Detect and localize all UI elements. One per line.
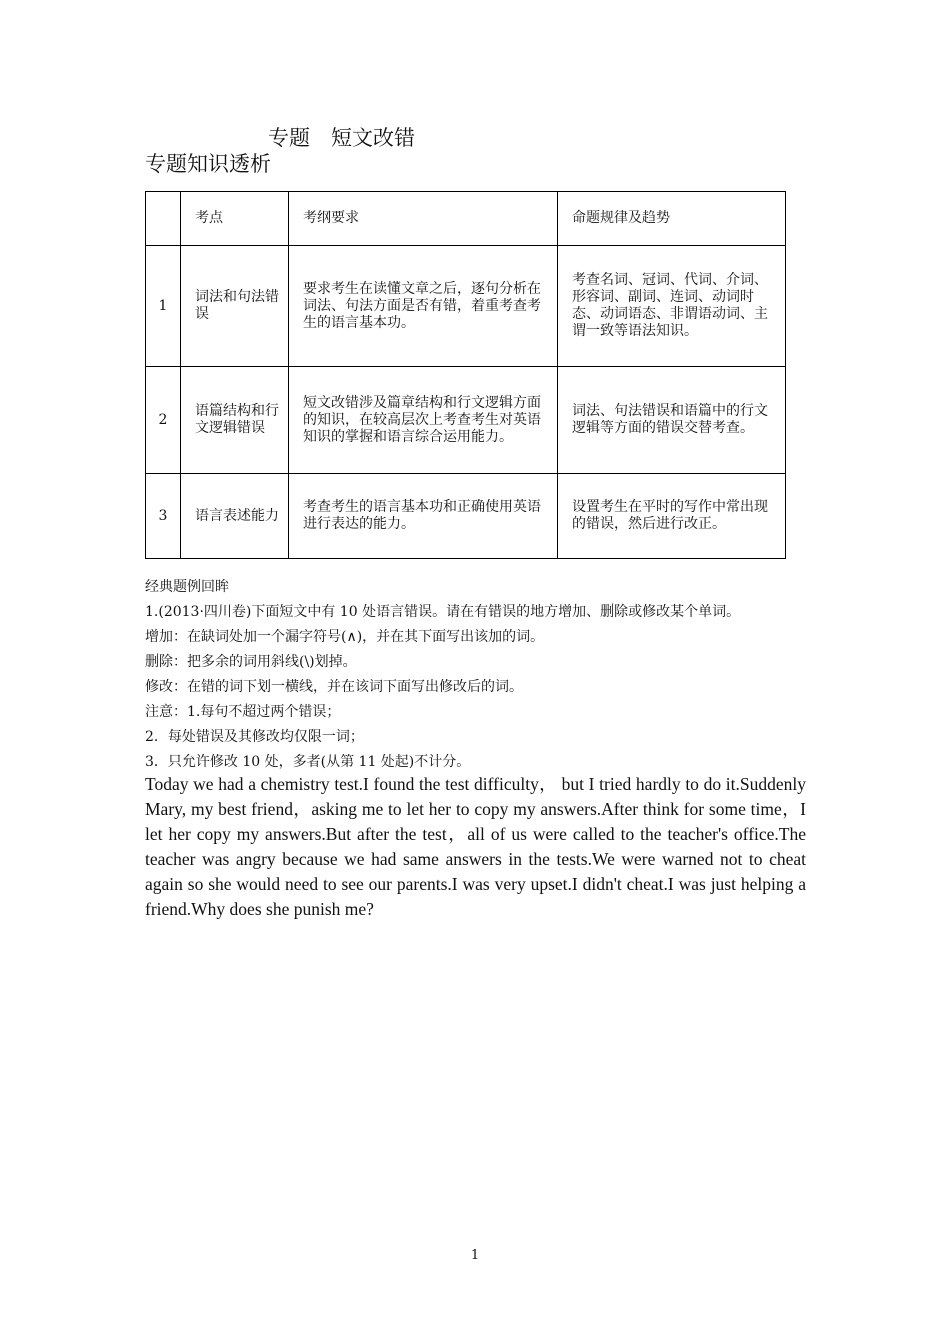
requirement-cell: 短文改错涉及篇章结构和行文逻辑方面的知识，在较高层次上考查考生对英语知识的掌握和语言综合运用能力。 — [289, 367, 558, 474]
instruction-line: 3．只允许修改 10 处，多者(从第 11 处起)不计分。 — [145, 754, 471, 770]
examples-heading: 经典题例回眸 — [145, 579, 229, 595]
instruction-line: 删除：把多余的词用斜线(\)划掉。 — [145, 654, 357, 670]
table-row — [146, 246, 786, 367]
header-cell: 考点 — [181, 192, 289, 246]
trend-cell: 设置考生在平时的写作中常出现的错误，然后进行改正。 — [558, 474, 786, 559]
instruction-line: 2．每处错误及其修改均仅限一词； — [145, 729, 364, 745]
instruction-line: 注意：1.每句不超过两个错误； — [145, 704, 341, 720]
instruction-line: 修改：在错的词下划一横线，并在该词下面写出修改后的词。 — [145, 679, 523, 695]
row-number: 2 — [146, 367, 181, 474]
trend-cell: 考查名词、冠词、代词、介词、形容词、副词、连词、动词时态、动词语态、非谓语动词、主谓一致等语法知识。 — [558, 246, 786, 367]
table-header-row — [146, 192, 786, 246]
instruction-line: 增加：在缺词处加一个漏字符号(∧)，并在其下面写出该加的词。 — [145, 629, 545, 645]
exam-point-cell: 词法和句法错误 — [181, 246, 289, 367]
exam-point-cell: 语篇结构和行文逻辑错误 — [181, 367, 289, 474]
requirement-cell: 要求考生在读懂文章之后，逐句分析在词法、句法方面是否有错，着重考查考生的语言基本功。 — [289, 246, 558, 367]
table-row — [146, 367, 786, 474]
requirement-cell: 考查考生的语言基本功和正确使用英语进行表达的能力。 — [289, 474, 558, 559]
doc-title: 专题 短文改错 — [268, 126, 415, 150]
page-number: 1 — [470, 1248, 480, 1263]
exam-point-cell: 语言表述能力 — [181, 474, 289, 559]
header-cell: 命题规律及趋势 — [558, 192, 786, 246]
error-correction-passage: Today we had a chemistry test.I found the test difficulty， but I tried hardly to do it.Suddenly Mary, my best friend，asking me to let her to copy my answers.After think for some time，I let her copy my answers.But after the test，all of us were called to the teacher's office.The teacher was angry because we had same answers in the tests.We were warned not to cheat again so she would need to see our parents.I was very upset.I didn't cheat.I was just helping a friend.Why does she punish me? — [145, 774, 806, 919]
instruction-line: 1.(2013·四川卷)下面短文中有 10 处语言错误。请在有错误的地方增加、删除或修改某个单词。 — [145, 604, 741, 620]
exam-point-table — [145, 191, 786, 559]
section-heading: 专题知识透析 — [145, 152, 271, 176]
header-cell: 考纲要求 — [289, 192, 558, 246]
table-row — [146, 474, 786, 559]
row-number: 3 — [146, 474, 181, 559]
row-number: 1 — [146, 246, 181, 367]
header-cell — [146, 192, 181, 246]
trend-cell: 词法、句法错误和语篇中的行文逻辑等方面的错误交替考查。 — [558, 367, 786, 474]
